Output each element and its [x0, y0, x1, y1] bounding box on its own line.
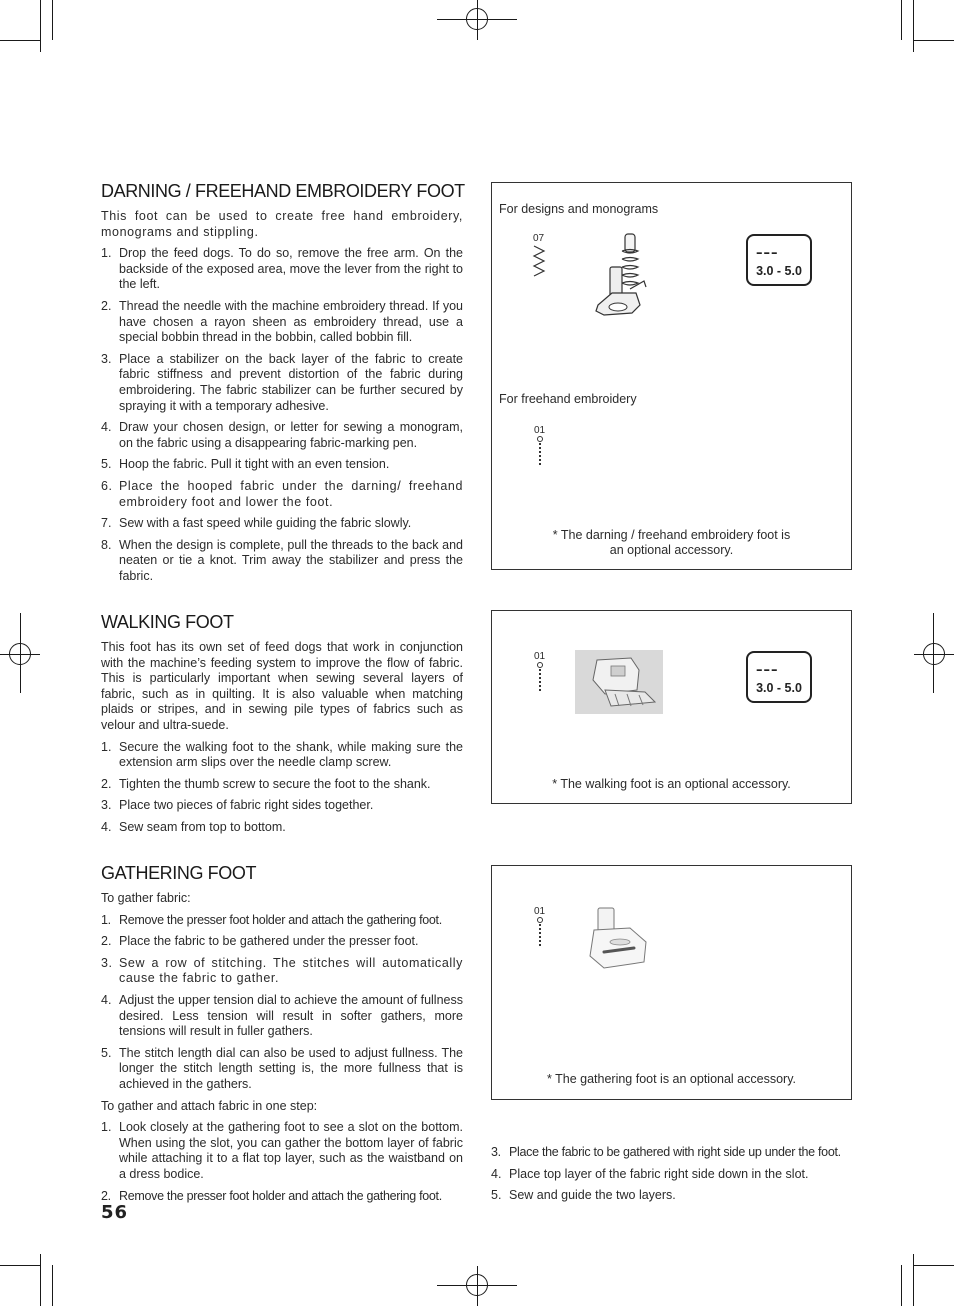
- list-item: 3. Sew a row of stitching. The stitches will automatically cause the fabric to gather.: [101, 955, 463, 986]
- list-item: 6. Place the hooped fabric under the darning/ freehand embroidery foot and lower the foot.: [101, 478, 463, 509]
- straight-stitch-line: [539, 669, 541, 691]
- registration-mark-line: [477, 0, 478, 40]
- list-item: 4. Draw your chosen design, or letter for sewing a monogram, on the fabric using a disappearing fabric-marking pen.: [101, 420, 463, 450]
- list-item: 7. Sew with a fast speed while guiding the fabric slowly.: [101, 516, 412, 531]
- gathering-info-box: [491, 865, 852, 1100]
- stitch-number: 01: [534, 906, 546, 917]
- walking-foot-image: [575, 650, 663, 714]
- crop-mark: [914, 1265, 954, 1266]
- stitch-length-value: 3.0 - 5.0: [756, 681, 802, 695]
- stitch-number: 01: [534, 651, 546, 662]
- registration-mark-line: [20, 613, 21, 693]
- darning-steps: [101, 246, 463, 584]
- optional-accessory-note: * The walking foot is an optional accessory.: [552, 777, 791, 791]
- list-item: 2. Remove the presser foot holder and attach the gathering foot.: [101, 1188, 442, 1203]
- straight-stitch-icon: [537, 917, 543, 923]
- designs-label: For designs and monograms: [499, 202, 659, 216]
- registration-mark-line: [933, 613, 934, 693]
- stitch-length-badge: [746, 651, 812, 703]
- stitch-number: 01: [534, 425, 546, 436]
- gathering-steps-2: [101, 1120, 463, 1204]
- list-item: 1. Look closely at the gathering foot to see a slot on the bottom. When using the slot, you can gather the bottom layer of fabric while attaching it to a flat top layer, such as the waistband on a dress bodice.: [101, 1120, 463, 1181]
- darning-info-box: [491, 182, 852, 570]
- list-item: 1. Secure the walking foot to the shank, while making sure the extension arm slips over the needle clamp screw.: [101, 739, 463, 770]
- list-item: 2. Tighten the thumb screw to secure the foot to the shank.: [101, 776, 431, 791]
- list-item: 5. Hoop the fabric. Pull it tight with an even tension.: [101, 457, 390, 472]
- gathering-steps-continued: [491, 1145, 861, 1210]
- walking-intro: This foot has its own set of feed dogs that work in conjunction with the machine’s feeding system to improve the flow of fabric. This is particularly important when sewing several layers of fabric, such as in quilting. It is also valuable when matching plaids or stripes, and in sewing pile types of fabrics such as velour and ultra-suede.: [101, 640, 463, 732]
- freehand-label: For freehand embroidery: [499, 392, 637, 406]
- list-item: 5. The stitch length dial can also be used to adjust fullness. The longer the stitch length setting is, the more fullness that is achieved in the gathers.: [101, 1045, 463, 1091]
- optional-accessory-note: * The darning / freehand embroidery foot is an optional accessory.: [552, 528, 791, 557]
- section-title-darning: DARNING / FREEHAND EMBROIDERY FOOT: [101, 181, 465, 201]
- stitch-length-value: 3.0 - 5.0: [756, 264, 802, 278]
- crop-mark: [913, 0, 914, 52]
- crop-mark: [0, 40, 40, 41]
- darning-foot-icon: [592, 231, 662, 331]
- optional-accessory-note: * The gathering foot is an optional accessory.: [547, 1072, 796, 1086]
- gathering-intro-2: To gather and attach fabric in one step:: [101, 1098, 318, 1113]
- list-item: 2. Thread the needle with the machine embroidery thread. If you have chosen a rayon sheen as embroidery thread, use a special bobbin thread in the bobbin, called bobbin fill.: [101, 298, 463, 345]
- crop-mark: [914, 40, 954, 41]
- crop-mark: [52, 1265, 53, 1306]
- list-item: 4. Adjust the upper tension dial to achieve the amount of fullness desired. Less tension will result in softer gathers, more tensions will result in fuller gathers.: [101, 992, 463, 1039]
- crop-mark: [913, 1254, 914, 1306]
- darning-text: [101, 209, 463, 590]
- straight-stitch-icon: [537, 662, 543, 668]
- stitch-length-icon: –––: [756, 246, 779, 261]
- zigzag-stitch-icon: [532, 245, 546, 279]
- gathering-text: [101, 891, 463, 1210]
- walking-info-box: [491, 610, 852, 804]
- list-item: 3. Place the fabric to be gathered with right side up under the foot.: [491, 1145, 841, 1159]
- list-item: 4. Sew seam from top to bottom.: [101, 819, 286, 834]
- section-title-gathering: GATHERING FOOT: [101, 863, 257, 883]
- list-item: 8. When the design is complete, pull the threads to the back and neaten or tie a knot. Trim away the stabilizer and press the fabric.: [101, 537, 463, 583]
- crop-mark: [52, 0, 53, 40]
- page-number: 56: [101, 1202, 129, 1223]
- registration-mark-line: [914, 654, 954, 655]
- gathering-intro: To gather fabric:: [101, 891, 191, 905]
- gathering-foot-icon: [584, 904, 654, 976]
- walking-text: [101, 640, 463, 842]
- darning-intro: This foot can be used to create free hand embroidery, monograms and stippling.: [101, 209, 463, 239]
- stitch-length-badge: [746, 234, 812, 286]
- straight-stitch-line: [539, 443, 541, 465]
- crop-mark: [901, 0, 902, 40]
- straight-stitch-icon: [537, 436, 543, 442]
- list-item: 1. Remove the presser foot holder and attach the gathering foot.: [101, 912, 442, 927]
- list-item: 3. Place a stabilizer on the back layer of the fabric to create fabric stiffness and prevent distortion of the fabric during embroidering. The fabric stabilizer can be further secured by spraying it with a temporary adhesive.: [101, 351, 463, 413]
- crop-mark: [901, 1265, 902, 1306]
- stitch-length-icon: –––: [756, 663, 779, 678]
- crop-mark: [0, 1265, 40, 1266]
- crop-mark: [40, 1254, 41, 1306]
- gathering-steps: [101, 913, 463, 1093]
- straight-stitch-line: [539, 924, 541, 946]
- walking-steps: [101, 740, 463, 836]
- list-item: 1. Drop the feed dogs. To do so, remove the free arm. On the backside of the exposed area, move the lever from the right to the left.: [101, 246, 463, 292]
- list-item: 4. Place top layer of the fabric right side down in the slot.: [491, 1166, 809, 1181]
- crop-mark: [40, 0, 41, 52]
- list-item: 5. Sew and guide the two layers.: [491, 1188, 676, 1203]
- stitch-number: 07: [533, 233, 545, 244]
- section-title-walking: WALKING FOOT: [101, 612, 234, 632]
- list-item: 3. Place two pieces of fabric right sides together.: [101, 798, 374, 813]
- list-item: 2. Place the fabric to be gathered under the presser foot.: [101, 934, 419, 949]
- registration-mark-line: [477, 1266, 478, 1306]
